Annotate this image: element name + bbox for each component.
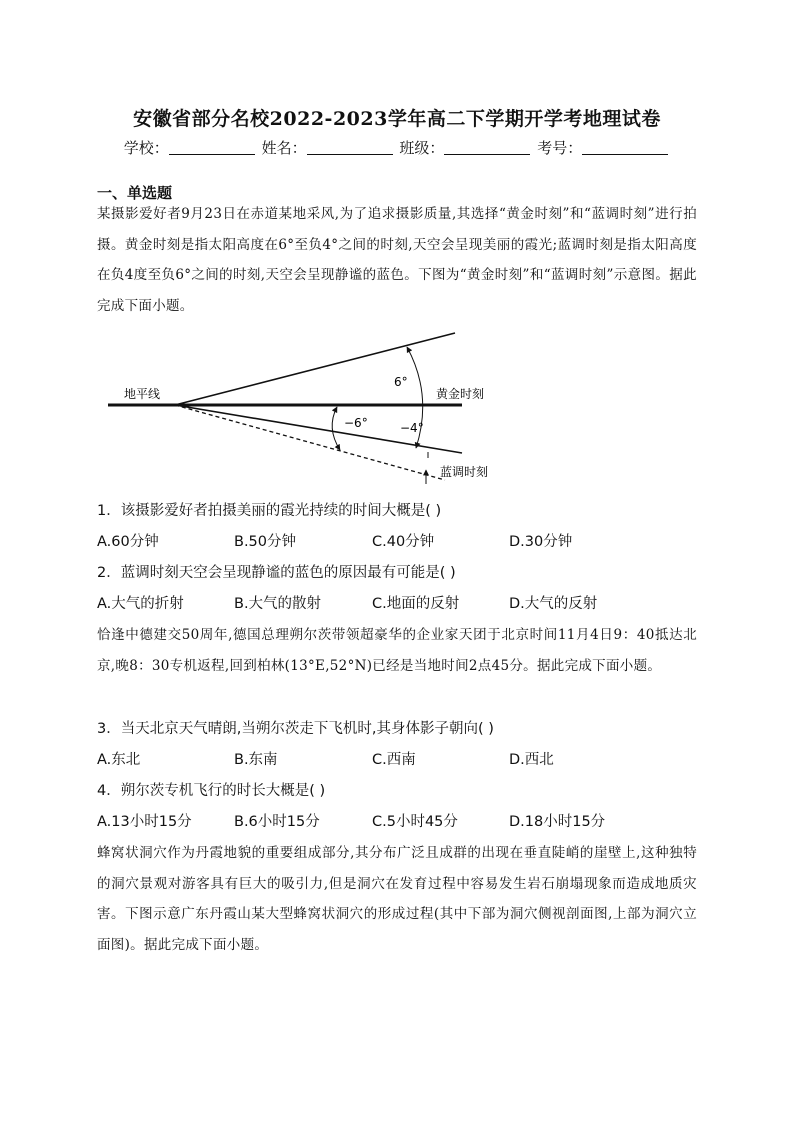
question-2-stem: 2．蓝调时刻天空会呈现静谧的蓝色的原因最有可能是( ) bbox=[97, 565, 456, 581]
question-4-options bbox=[97, 810, 707, 832]
number-blank[interactable] bbox=[582, 140, 668, 155]
exam-title: 安徽省部分名校2022-2023学年高二下学期开学考地理试卷 bbox=[133, 108, 661, 130]
question-3-options bbox=[97, 748, 707, 770]
q3-option-d[interactable]: D.西北 bbox=[509, 752, 554, 768]
q2-option-a[interactable]: A.大气的折射 bbox=[97, 596, 184, 612]
q1-option-b[interactable]: B.50分钟 bbox=[234, 534, 297, 550]
question-1-stem: 1．该摄影爱好者拍摄美丽的霞光持续的时间大概是( ) bbox=[97, 503, 442, 519]
angle-pos6-label: 6° bbox=[394, 375, 408, 389]
ray-negative-6 bbox=[175, 405, 445, 480]
q3-option-b[interactable]: B.东南 bbox=[234, 752, 278, 768]
q4-option-d[interactable]: D.18小时15分 bbox=[509, 814, 606, 830]
class-blank[interactable] bbox=[444, 140, 530, 155]
passage-3: 蜂窝状洞穴作为丹霞地貌的重要组成部分,其分布广泛且成群的出现在垂直陡峭的崖壁上,这种独特的洞穴景观对游客具有巨大的吸引力,但是洞穴在发育过程中容易发生岩石崩塌现象而造成地质灾害。下图示意广东丹霞山某大型蜂窝状洞穴的形成过程(其中下部为洞穴侧视剖面图,上部为洞穴立面图)。据此完成下面小题。 bbox=[97, 845, 697, 953]
question-2-options bbox=[97, 592, 707, 614]
q2-option-d[interactable]: D.大气的反射 bbox=[509, 596, 598, 612]
q3-option-a[interactable]: A.东北 bbox=[97, 752, 141, 768]
q2-option-b[interactable]: B.大气的散射 bbox=[234, 596, 322, 612]
q3-option-c[interactable]: C.西南 bbox=[372, 752, 416, 768]
question-1-options bbox=[97, 530, 707, 552]
passage-2: 恰逢中德建交50周年,德国总理朔尔茨带领超豪华的企业家天团于北京时间11月4日9：40抵达北京,晚8：30专机返程,回到柏林(13°E,52°N)已经是当地时间2点45分。据此完成下面小题。 bbox=[97, 627, 697, 674]
ray-positive-6 bbox=[175, 333, 455, 405]
q4-option-a[interactable]: A.13小时15分 bbox=[97, 814, 192, 830]
q1-option-d[interactable]: D.30分钟 bbox=[509, 534, 573, 550]
q2-option-c[interactable]: C.地面的反射 bbox=[372, 596, 460, 612]
golden-label: 黄金时刻 bbox=[436, 387, 485, 401]
section-title: 一、单选题 bbox=[97, 184, 173, 202]
q4-option-b[interactable]: B.6小时15分 bbox=[234, 814, 320, 830]
question-3-stem: 3．当天北京天气晴朗,当朔尔茨走下飞机时,其身体影子朝向( ) bbox=[97, 721, 494, 737]
school-blank[interactable] bbox=[169, 140, 255, 155]
question-4-stem: 4．朔尔茨专机飞行的时长大概是( ) bbox=[97, 783, 326, 799]
passage-1: 某摄影爱好者9月23日在赤道某地采风,为了追求摄影质量,其选择“黄金时刻”和“蓝调时刻”进行拍摄。黄金时刻是指太阳高度在6°至负4°之间的时刻,天空会呈现美丽的霞光;蓝调时刻是指太阳高度在负4度至负6°之间的时刻,天空会呈现静谧的蓝色。下图为“黄金时刻”和“蓝调时刻”示意图。据此完成下面小题。 bbox=[97, 206, 697, 314]
name-blank[interactable] bbox=[307, 140, 393, 155]
number-label: 考号： bbox=[537, 139, 583, 157]
angle-neg6-label: −6° bbox=[344, 416, 368, 430]
student-info-row bbox=[0, 137, 794, 158]
horizon-label: 地平线 bbox=[124, 387, 161, 401]
class-label: 班级： bbox=[399, 139, 445, 157]
angle-neg4-label: −4° bbox=[400, 421, 424, 435]
q4-option-c[interactable]: C.5小时45分 bbox=[372, 814, 458, 830]
q1-option-c[interactable]: C.40分钟 bbox=[372, 534, 435, 550]
arc-minus6 bbox=[332, 407, 340, 450]
school-label: 学校： bbox=[123, 139, 169, 157]
golden-blue-hour-diagram bbox=[0, 325, 794, 485]
q1-option-a[interactable]: A.60分钟 bbox=[97, 534, 159, 550]
name-label: 姓名： bbox=[261, 139, 307, 157]
blue-label: 蓝调时刻 bbox=[440, 465, 489, 479]
